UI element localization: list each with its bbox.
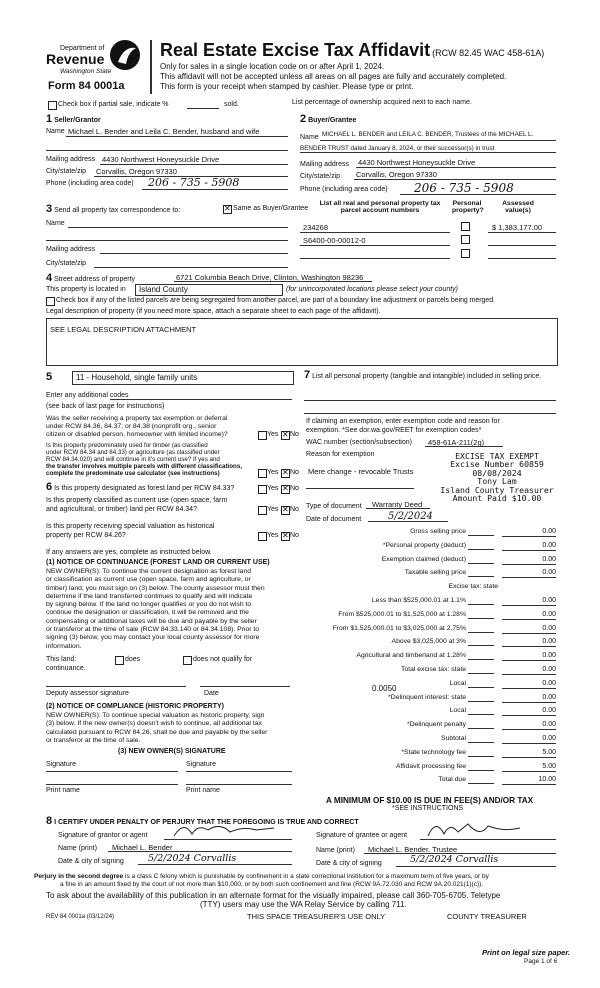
tax-row-value[interactable]: 0.00	[542, 610, 556, 618]
tax-row-label: Agricultural and timberland at 1.28%	[356, 652, 466, 660]
unincorporated-note: (for unincorporated locations please select your county)	[286, 286, 458, 293]
segregated-checkbox[interactable]	[46, 297, 55, 306]
parcel-personal-3[interactable]	[461, 249, 470, 258]
wac-label: WAC number (section/subsection)	[306, 439, 412, 446]
new-owner-print-label-1: Print name	[46, 787, 80, 794]
partial-sale-sold: sold.	[224, 101, 239, 108]
tax-row-leader	[468, 770, 494, 771]
agency-name: Revenue	[46, 51, 105, 67]
buyer-name-2[interactable]: BENDER TRUST dated January 8, 2024, or their successor(s) in trust	[300, 145, 495, 152]
does-qualify-checkbox[interactable]	[115, 656, 124, 665]
tax-row-label: Above $3,025,000 at 3%	[391, 638, 466, 646]
timber-yes-label: Yes	[267, 469, 279, 476]
parcels-header-list: List all real and personal property tax parcel account numbers	[319, 200, 441, 214]
street-address[interactable]: 6721 Columbia Beach Drive, Clinton, Washington 98236	[176, 273, 364, 282]
exemption-question-3: citizen or disabled person, homeowner with limited income)?	[46, 431, 228, 438]
grantee-signature-label: Signature of grantee or agent	[316, 832, 408, 839]
tax-row-label: *State technology fee	[401, 748, 466, 756]
availability-line-2: (TTY) users may use the WA Relay Service by calling 711.	[200, 900, 407, 909]
grantee-date-label: Date & city of signing	[316, 860, 382, 867]
perjury-line-1: Perjury in the second degree is a class C felony which is punishable by confinement in a state correctional institution for a maximum term of five years, or by	[34, 873, 489, 880]
tax-row-value[interactable]: 0.00	[542, 569, 556, 577]
notice-compliance-text: NEW OWNER(S): To continue special valuation as historic property, sign (3) below. If the new owner(s) doesn't wish to continue, all additional tax calculated pursuant to RCW 84.26, shall be due and payable by the seller or transferor at the time of sale.	[46, 712, 268, 744]
seller-phone-label: Phone (including area code)	[46, 180, 134, 187]
tax-row-leader	[468, 632, 494, 633]
seller-mailing[interactable]: 4430 Northwest Honeysuckle Drive	[102, 155, 220, 164]
corr-name-label: Name	[46, 220, 65, 227]
tax-row-value[interactable]: 0.00	[542, 666, 556, 673]
tax-row-label: Affidavit processing fee	[395, 762, 466, 770]
tax-row-underline	[502, 771, 556, 772]
buyer-phone[interactable]: 206 - 735 - 5908	[414, 181, 514, 195]
timber-question-5: complete the predominate use calculator (see instructions)	[46, 470, 220, 477]
tax-row-underline	[502, 619, 556, 620]
does-not-qualify-checkbox[interactable]	[183, 656, 192, 665]
grantee-signature[interactable]	[424, 818, 534, 842]
form-title: Real Estate Excise Tax Affidavit (RCW 82.45 WAC 458-61A)	[160, 40, 545, 60]
forest-yes-label: Yes	[267, 485, 279, 492]
seller-phone[interactable]: 206 - 735 - 5908	[148, 176, 240, 189]
tax-row-value[interactable]: 0.00	[542, 693, 556, 701]
tax-row-label: *Delinquent interest: state	[388, 693, 466, 701]
same-as-buyer-label: Same as Buyer/Grantee	[233, 205, 309, 212]
buyer-name-1[interactable]: MICHAEL L. BENDER and LEILA C. BENDER, Trustees of the MICHAEL L.	[322, 131, 534, 138]
grantor-name[interactable]: Michael L. Bender	[112, 843, 173, 852]
parcels-header-personal: Personal property?	[452, 200, 484, 214]
exemption-reason[interactable]: Mere change - revocable Trusts	[308, 467, 414, 476]
agency-line1: Department of	[60, 45, 105, 52]
seller-mailing-label: Mailing address	[46, 156, 96, 163]
same-as-buyer-checkbox[interactable]	[223, 205, 232, 214]
document-type[interactable]: Warranty Deed	[372, 500, 423, 509]
grantee-date-city[interactable]: 5/2/2024 Corvallis	[410, 854, 499, 865]
tax-row-label: *Personal property (deduct)	[382, 541, 466, 549]
tax-row-value[interactable]: 0.00	[542, 555, 556, 563]
historic-no-label: No	[290, 532, 299, 539]
parcels-header-assessed: Assessed value(s)	[502, 200, 534, 214]
new-owner-print-label-2: Print name	[186, 787, 220, 794]
tax-row-label: Total due	[438, 776, 466, 784]
tax-row-underline	[502, 729, 556, 730]
tax-row-value[interactable]: 0.00	[542, 721, 556, 729]
new-owner-signature-label-1: Signature	[46, 761, 76, 768]
tax-row-value[interactable]: 0.00	[542, 541, 556, 549]
tax-row-label: From $525,000.01 to $1,525,000 at 1.28%	[338, 610, 466, 618]
tax-row-leader	[468, 549, 494, 550]
exemption-instructions-2: exemption. *See dor.wa.gov/REET for exemption codes*	[306, 427, 482, 434]
parcel-number-1[interactable]: 234268	[303, 223, 329, 232]
document-date[interactable]: 5/2/2024	[388, 511, 433, 522]
tax-row-leader	[468, 756, 494, 757]
grantee-name-label: Name (print)	[316, 847, 355, 854]
county-treasurer-label: COUNTY TREASURER	[447, 912, 527, 921]
deputy-signature-label: Deputy assessor signature	[46, 690, 129, 697]
timber-question-1: Is this property predominately used for timber (as classified	[46, 442, 208, 449]
tax-row-value[interactable]: 5.00	[542, 762, 556, 770]
tax-row-label: Subtotal	[441, 735, 466, 742]
tax-row-label: Local	[449, 707, 466, 715]
grantee-name[interactable]: Michael L. Bender, Trustee	[368, 845, 458, 854]
tax-row-label: Gross selling price	[410, 528, 466, 535]
tax-row-value[interactable]: 0.00	[542, 652, 556, 660]
if-yes-note: If any answers are yes, complete as instructed below.	[46, 549, 212, 556]
current-use-question-1: Is this property classified as current use (open space, farm	[46, 497, 228, 504]
buyer-phone-label: Phone (including area code)	[300, 186, 388, 193]
exemption-no-checkbox[interactable]	[281, 431, 290, 440]
corr-city-label: City/state/zip	[46, 260, 87, 267]
notice-continuance-title: (1) NOTICE OF CONTINUANCE (FOREST LAND OR CURRENT USE)	[46, 559, 270, 566]
legal-paper-note: Print on legal size paper.	[482, 948, 570, 957]
document-date-label: Date of document	[306, 516, 362, 523]
county-label: This property is located in	[46, 286, 126, 293]
parcel-personal-1[interactable]	[461, 222, 470, 231]
see-back-note: (see back of last page for instructions)	[46, 403, 165, 410]
agency-state: Washington State	[60, 68, 112, 75]
tax-row-value[interactable]: 10.00	[538, 776, 556, 784]
tax-row-label: Taxable selling price	[404, 569, 466, 577]
historic-question-1: Is this property receiving special valuation as historical	[46, 523, 215, 530]
parcel-value-1[interactable]: $ 1,383,177.00	[492, 223, 543, 232]
tax-row-label: Exemption claimed (deduct)	[381, 555, 466, 563]
legal-description-label: Legal description of property (if you need more space, attach a separate sheet to each page of the affidavit).	[46, 308, 381, 315]
tax-row-value[interactable]: 0.00	[542, 679, 556, 687]
tax-row-underline	[502, 550, 556, 551]
form-number: Form 84 0001a	[48, 80, 125, 92]
seller-city-label: City/state/zip	[46, 168, 87, 175]
seller-city[interactable]: Corvallis, Oregon 97330	[96, 167, 177, 176]
historic-yes-label: Yes	[267, 532, 279, 539]
tax-row-value[interactable]: 5.00	[542, 748, 556, 756]
tax-row-leader	[468, 742, 494, 743]
historic-question-2: property per RCW 84.26?	[46, 532, 126, 539]
document-type-label: Type of document	[306, 503, 362, 510]
new-owner-signature-title: (3) NEW OWNER(S) SIGNATURE	[118, 748, 226, 755]
tax-row-leader	[468, 714, 494, 715]
local-rate[interactable]: 0.0050	[372, 684, 397, 693]
grantor-signature-label: Signature of grantor or agent	[58, 832, 148, 839]
tax-row-value[interactable]: 0.00	[542, 624, 556, 632]
partial-sale-label: Check box if partial sale, indicate %	[58, 101, 169, 108]
new-owner-signature-label-2: Signature	[186, 761, 216, 768]
exemption-instructions-1: If claiming an exemption, enter exemption code and reason for	[306, 418, 500, 425]
parcel-number-2[interactable]: S6400-00-00012-0	[303, 236, 366, 245]
historic-yes-checkbox[interactable]	[258, 532, 267, 541]
grantor-signature[interactable]	[170, 818, 280, 844]
historic-no-checkbox[interactable]	[281, 532, 290, 541]
availability-line-1: To ask about the availability of this publication in an alternate format for the visually impaired, please call 360-705-6705. Teletype	[46, 891, 501, 900]
timber-yes-checkbox[interactable]	[258, 469, 267, 478]
tax-row-underline	[502, 633, 556, 634]
tax-row-label: Total excise tax: state	[401, 666, 466, 673]
treasurer-stamp: EXCISE TAX EXEMPT Excise Number 60859 08/08/2024 Tony Lam Island County Treasurer Amount Paid $10.00	[440, 451, 554, 504]
tax-row-leader	[468, 563, 494, 564]
corr-mailing-label: Mailing address	[46, 246, 96, 253]
buyer-name-label: Name	[300, 134, 319, 141]
does-not-qualify-label: does not qualify for	[193, 656, 253, 663]
minimum-fee-note: A MINIMUM OF $10.00 IS DUE IN FEE(S) AND/OR TAX	[326, 796, 534, 805]
current-use-question-2: and agricultural, or timber) land per RCW 84.34?	[46, 506, 197, 513]
tax-row-value[interactable]: 0.00	[542, 528, 556, 535]
current-use-no-label: No	[290, 506, 299, 513]
tax-row-underline	[502, 757, 556, 758]
revenue-logo-icon	[110, 40, 140, 70]
tax-row-underline	[502, 660, 556, 661]
notice-continuance-text: NEW OWNER(S): To continue the current designation as forest land or classification as current use (open space, farm and agriculture, or timber) land, you must sign on (3) below. The county assessor must then determine if the land transferred continues to qualify and will indicate by signing below. If the land no longer qualifies or you do not wish to continue the designation or classification, it will be removed and the compensating or additional taxes will be due and payable by the seller or transferor at the time of sale (RCW 84.33.140 or 84.34.108). Prior to signing (3) below, you may contact your local county assessor for more information.	[46, 568, 265, 650]
tax-row-underline	[502, 784, 556, 785]
certify-line: 8 I CERTIFY UNDER PENALTY OF PERJURY THAT THE FOREGOING IS TRUE AND CORRECT	[46, 815, 359, 827]
buyer-city-label: City/state/zip	[300, 173, 341, 180]
tax-row-underline	[502, 688, 556, 689]
tax-row-leader	[468, 701, 494, 702]
buyer-mailing-label: Mailing address	[300, 161, 350, 168]
current-use-yes-checkbox[interactable]	[258, 506, 267, 515]
page-number: Page 1 of 6	[524, 958, 558, 965]
legal-description-box[interactable]: SEE LEGAL DESCRIPTION ATTACHMENT	[46, 318, 558, 366]
tax-row-label: *Delinquent penalty	[407, 721, 466, 729]
segregated-label: Check box if any of the listed parcels are being segregated from another parcel, are part of a boundary line adjustment or parcels being merged.	[56, 297, 495, 304]
current-use-yes-label: Yes	[267, 506, 279, 513]
partial-sale-checkbox[interactable]	[48, 101, 57, 110]
wac-number[interactable]: 458-61A-211(2g)	[428, 438, 485, 447]
tax-row-value[interactable]: 0.00	[542, 597, 556, 604]
exemption-yes-checkbox[interactable]	[258, 431, 267, 440]
tax-row-underline	[502, 702, 556, 703]
this-land-label: This land:	[46, 656, 77, 663]
tax-row-leader	[468, 576, 494, 577]
forest-question: 6 Is this property designated as forest land per RCW 84.33?	[46, 481, 235, 493]
tax-row-leader	[468, 687, 494, 688]
tax-row-leader	[468, 645, 494, 646]
timber-question-2: under RCW 84.34 and 84.33) or agriculture (as classified under	[46, 449, 220, 456]
buyer-city[interactable]: Corvallis, Oregon 97330	[356, 170, 437, 179]
tax-row-underline	[502, 577, 556, 578]
timber-question-4: the transfer involves multiple parcels with different classifications,	[46, 463, 242, 470]
continuance-label: continuance.	[46, 665, 86, 672]
tax-row-underline	[502, 536, 556, 537]
buyer-mailing[interactable]: 4430 Northwest Honeysuckle Drive	[358, 158, 476, 167]
header-sub2: This affidavit will not be accepted unless all areas on all pages are fully and accurately completed.	[160, 72, 507, 81]
tax-row-label: Less than $525,000.01 at 1.1%	[371, 597, 466, 604]
tax-row-label: From $1,525,000.01 to $3,025,000 at 2.75%	[332, 624, 466, 632]
seller-section: 1 Seller/Grantor	[46, 113, 101, 125]
deputy-date-label: Date	[204, 690, 219, 697]
tax-row-leader	[468, 604, 494, 605]
tax-row-leader	[468, 783, 494, 784]
county-select[interactable]: Island County	[135, 284, 283, 296]
timber-question-3: RCW 84.34.020) and will continue in it's current use? If yes and	[46, 456, 220, 463]
tax-row-leader	[468, 535, 494, 536]
exemption-question-2: under RCW 84.36, 84.37, or 84.38 (nonprofit org., senior	[46, 423, 217, 430]
treasurer-use-label: THIS SPACE TREASURER'S USE ONLY	[247, 912, 386, 921]
tax-row-underline	[502, 605, 556, 606]
grantor-date-label: Date & city of signing	[58, 858, 124, 865]
forest-no-checkbox[interactable]	[281, 485, 290, 494]
tax-row-underline	[502, 674, 556, 675]
exemption-question-1: Was the seller receiving a property tax exemption or deferral	[46, 415, 228, 422]
see-instructions-note: *SEE INSTRUCTIONS	[392, 805, 464, 812]
buyer-section: 2 Buyer/Grantee	[300, 113, 357, 125]
ownership-note: List percentage of ownership acquired next to each name.	[292, 99, 472, 106]
tax-row-underline	[502, 715, 556, 716]
parcel-personal-2[interactable]	[461, 235, 470, 244]
personal-property-section: 7 List all personal property (tangible and intangible) included in selling price.	[304, 369, 542, 381]
notice-compliance-title: (2) NOTICE OF COMPLIANCE (HISTORIC PROPERTY)	[46, 703, 224, 710]
tax-row-value[interactable]: 0.00	[542, 638, 556, 646]
grantor-date-city[interactable]: 5/2/2024 Corvallis	[148, 853, 237, 864]
forest-yes-checkbox[interactable]	[258, 485, 267, 494]
tax-row-label: Local	[449, 679, 466, 687]
does-qualify-label: does	[125, 656, 141, 663]
tax-row-value[interactable]: 0.00	[542, 735, 556, 742]
tax-row-label: Excise tax: state	[448, 583, 498, 591]
seller-name[interactable]: Michael L. Bender and Leila C. Bender, husband and wife	[68, 127, 260, 136]
street-address-section: 4 Street address of property	[46, 272, 136, 284]
perjury-line-2: a fine in an amount fixed by the court of not more than $10,000, or by both such confinement and fine (RCW 9A.72.030 and RCW 9A.20.021(1)(c)).	[60, 881, 484, 888]
property-use-select[interactable]: 11 - Household, single family units	[72, 371, 294, 385]
header-sub1: Only for sales in a single location code on or after April 1, 2024.	[160, 62, 385, 71]
timber-no-checkbox[interactable]	[281, 469, 290, 478]
header-sub3: This form is your receipt when stamped by cashier. Please type or print.	[160, 82, 414, 91]
exemption-no-label: No	[290, 431, 299, 438]
tax-row-value[interactable]: 0.00	[542, 707, 556, 715]
tax-row-leader	[468, 728, 494, 729]
forest-no-label: No	[290, 485, 299, 492]
grantor-name-label: Name (print)	[58, 845, 97, 852]
tax-row-underline	[502, 646, 556, 647]
tax-row-leader	[468, 673, 494, 674]
timber-no-label: No	[290, 469, 299, 476]
revision-number: REV 84 0001a (03/12/24)	[46, 914, 115, 920]
seller-name-label: Name	[46, 128, 65, 135]
reason-label: Reason for exemption	[306, 451, 375, 458]
section-5-number: 5	[46, 371, 53, 383]
tax-row-underline	[502, 564, 556, 565]
exemption-yes-label: Yes	[267, 431, 279, 438]
tax-row-underline	[502, 743, 556, 744]
additional-codes-label: Enter any additional codes	[46, 392, 129, 399]
tax-row-leader	[468, 618, 494, 619]
correspondence-section: 3 Send all property tax correspondence to:	[46, 203, 181, 215]
tax-row-leader	[468, 659, 494, 660]
current-use-no-checkbox[interactable]	[281, 506, 290, 515]
